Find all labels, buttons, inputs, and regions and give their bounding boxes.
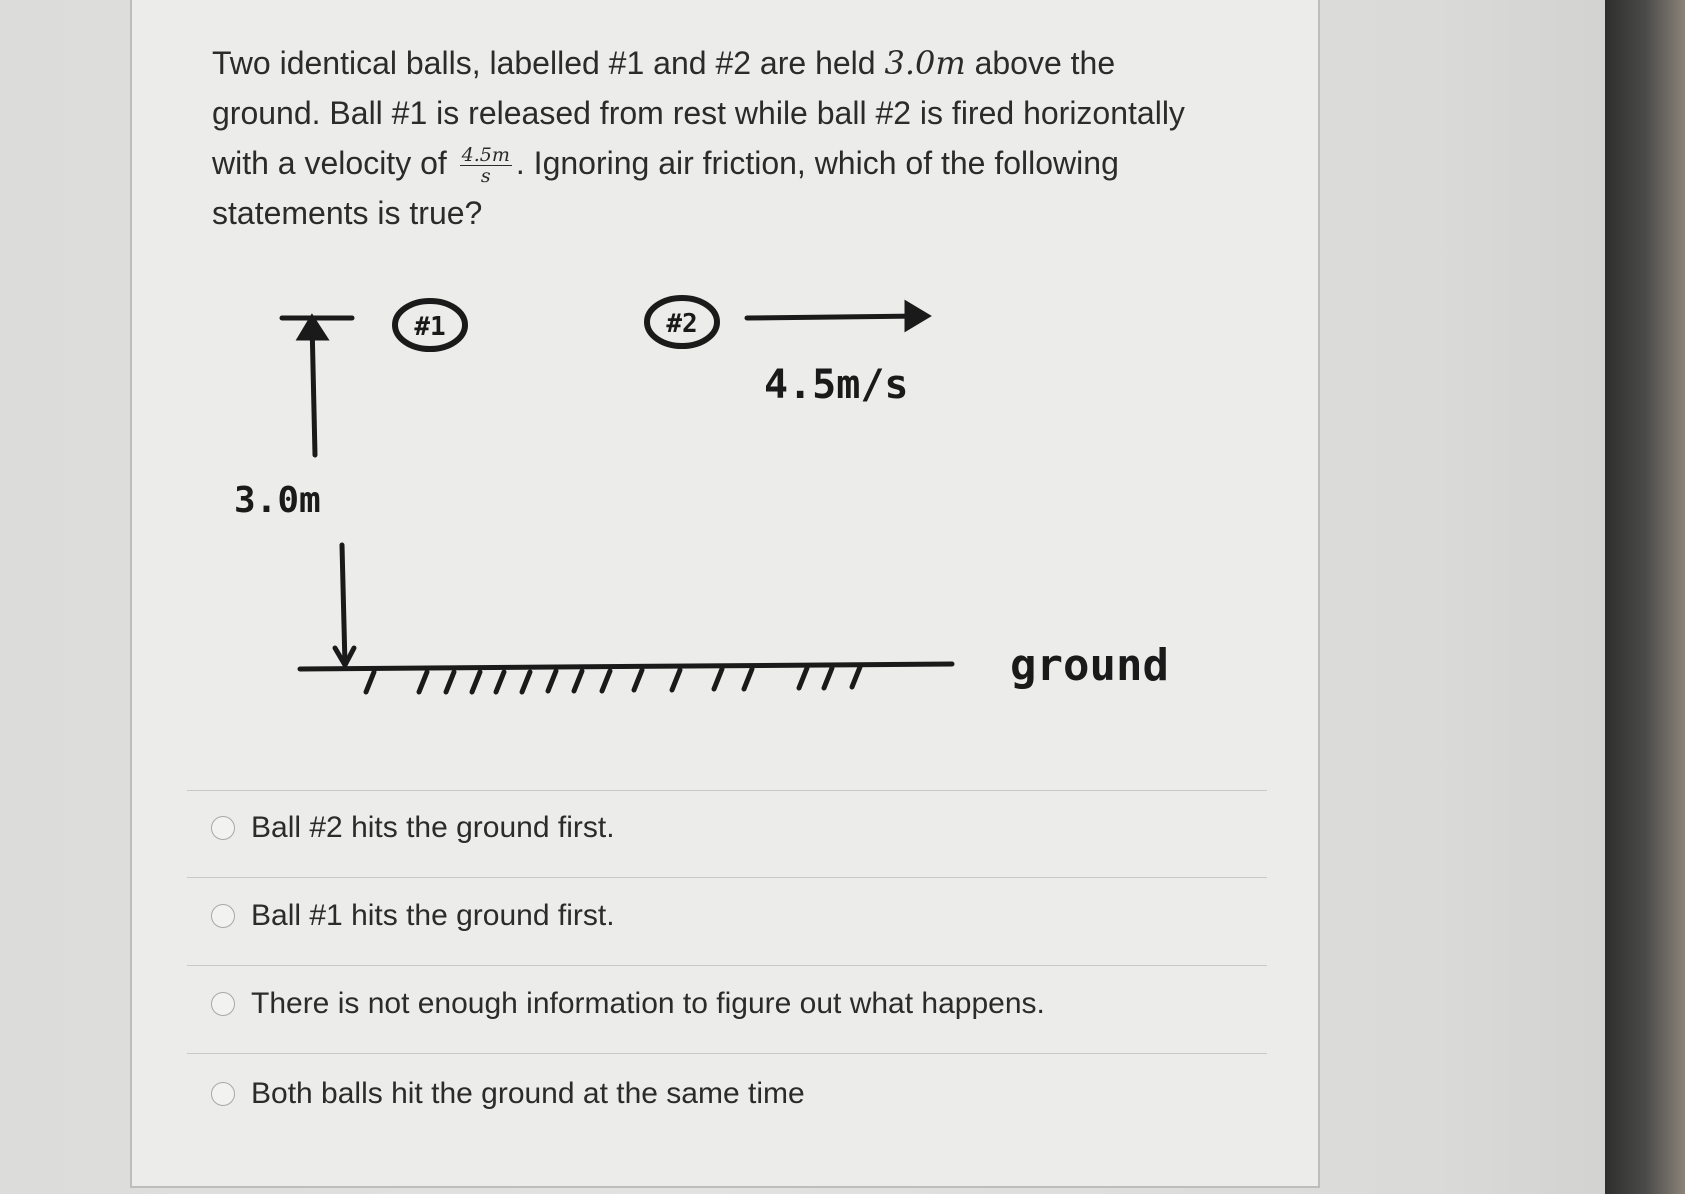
problem-diagram — [132, 0, 1322, 760]
radio-button[interactable] — [211, 816, 235, 840]
velocity-arrow — [747, 304, 927, 328]
question-part-2: above the ground. Ball #1 is released from rest while ball #2 is fired horizontally with a velocity of — [212, 45, 1185, 181]
divider — [187, 790, 1267, 791]
ball-1 — [395, 301, 465, 349]
ball-1-label: #1 — [414, 312, 446, 342]
height-label: 3.0m — [234, 480, 321, 521]
radio-button[interactable] — [211, 1082, 235, 1106]
ground-line — [300, 664, 952, 692]
question-card — [130, 0, 1320, 1188]
answer-option-1[interactable] — [187, 798, 1267, 858]
ball-2 — [647, 298, 717, 346]
option-label: Ball #2 hits the ground first. — [251, 811, 615, 844]
monitor-bezel — [1605, 0, 1685, 1194]
question-part-1: Two identical balls, labelled #1 and #2 are held — [212, 45, 885, 81]
answer-option-3[interactable] — [187, 974, 1267, 1034]
radio-button[interactable] — [211, 992, 235, 1016]
option-label: There is not enough information to figure out what happens. — [251, 987, 1045, 1020]
divider — [187, 877, 1267, 878]
height-arrow-bottom — [335, 545, 354, 665]
ground-label: ground — [1010, 640, 1169, 691]
ball-2-label: #2 — [666, 309, 698, 339]
answer-option-4[interactable] — [187, 1064, 1267, 1124]
radio-button[interactable] — [211, 904, 235, 928]
velocity-denominator: s — [480, 165, 491, 188]
velocity-label: 4.5m/s — [764, 362, 909, 408]
answer-option-2[interactable] — [187, 886, 1267, 946]
divider — [187, 1053, 1267, 1054]
divider — [187, 965, 1267, 966]
height-arrow-top — [282, 318, 352, 455]
option-label: Both balls hit the ground at the same time — [251, 1077, 805, 1110]
option-label: Ball #1 hits the ground first. — [251, 899, 615, 932]
height-math: 3.0m — [884, 44, 966, 82]
velocity-numerator: 4.5m — [461, 144, 510, 167]
question-part-3: . Ignoring air friction, which of the following statements is true? — [212, 145, 1119, 231]
